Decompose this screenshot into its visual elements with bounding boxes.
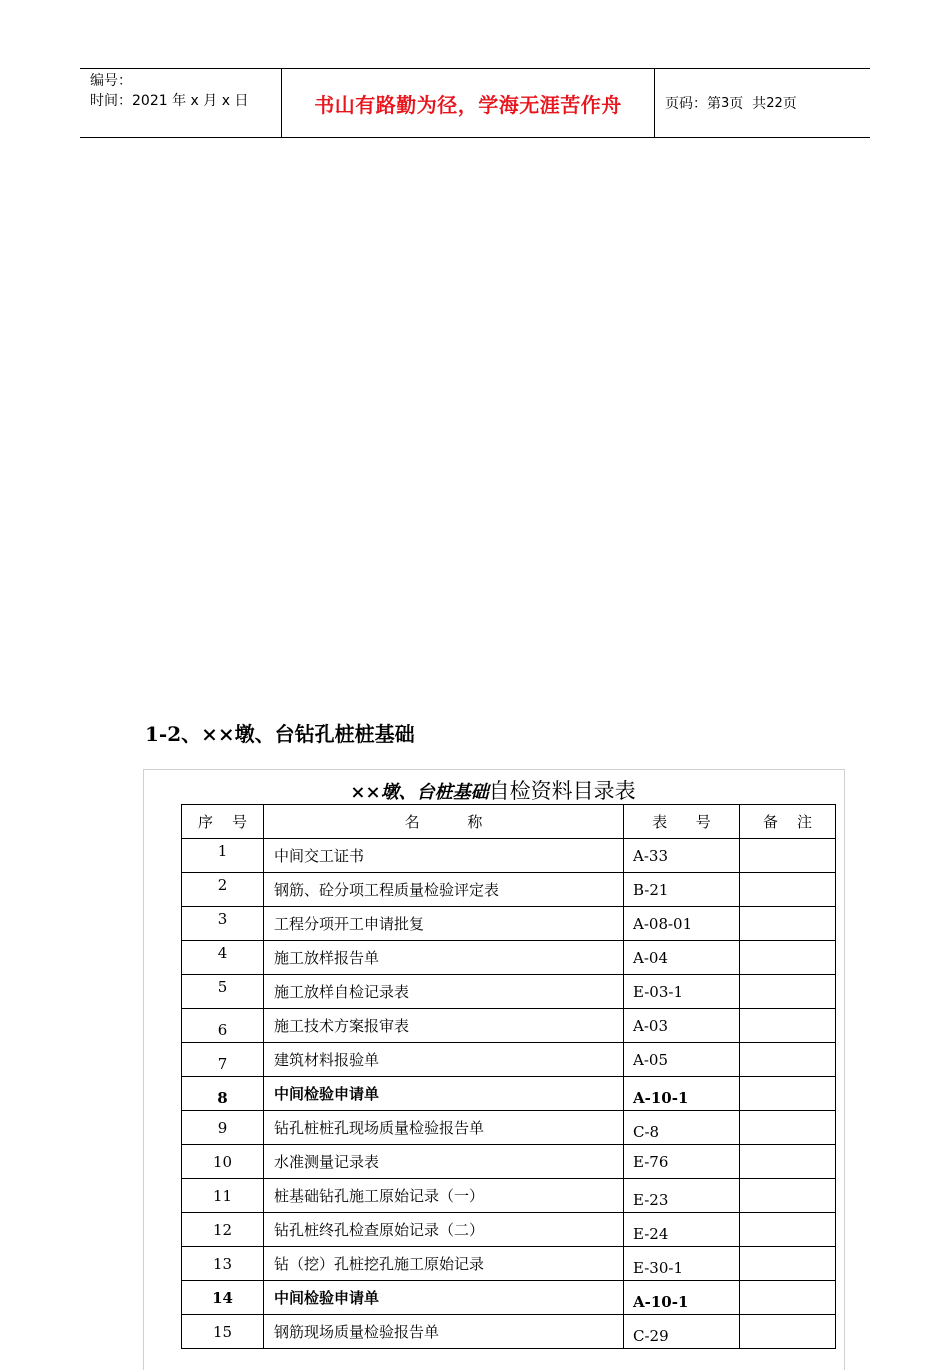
table-row	[182, 941, 836, 975]
row-code: E-24	[624, 1213, 740, 1247]
row-name: 中间检验申请单	[264, 1281, 624, 1315]
table-row	[182, 1315, 836, 1349]
row-note	[740, 1111, 836, 1145]
row-name: 施工放样报告单	[264, 941, 624, 975]
header-cell-code: 表 号	[624, 805, 740, 839]
row-note	[740, 1043, 836, 1077]
row-note	[740, 1213, 836, 1247]
row-code: E-30-1	[624, 1247, 740, 1281]
row-name: 钢筋、砼分项工程质量检验评定表	[264, 873, 624, 907]
table-row	[182, 1179, 836, 1213]
page-prefix: 页码：第	[665, 96, 721, 112]
row-number: 4	[182, 941, 264, 975]
table-row	[182, 1213, 836, 1247]
row-note	[740, 1315, 836, 1349]
row-number: 10	[182, 1145, 264, 1179]
row-name: 工程分项开工申请批复	[264, 907, 624, 941]
section-title: 1-2、××墩、台钻孔桩桩基础	[145, 722, 415, 746]
row-number: 13	[182, 1247, 264, 1281]
row-code: B-21	[624, 873, 740, 907]
table-row	[182, 1111, 836, 1145]
row-number: 15	[182, 1315, 264, 1349]
row-code: C-8	[624, 1111, 740, 1145]
page-header	[80, 68, 870, 138]
header-cell-name: 名 称	[264, 805, 624, 839]
row-name: 桩基础钻孔施工原始记录（一）	[264, 1179, 624, 1213]
table-title	[143, 775, 843, 805]
row-number: 1	[182, 839, 264, 873]
row-number: 11	[182, 1179, 264, 1213]
index-table	[181, 804, 836, 1349]
row-number: 5	[182, 975, 264, 1009]
row-number: 3	[182, 907, 264, 941]
table-row	[182, 1077, 836, 1111]
row-name: 施工技术方案报审表	[264, 1009, 624, 1043]
table-row	[182, 1145, 836, 1179]
table-row	[182, 907, 836, 941]
document-date: 时间：2021 年 x 月 x 日	[90, 93, 249, 109]
row-note	[740, 1179, 836, 1213]
row-code: E-23	[624, 1179, 740, 1213]
table-row	[182, 839, 836, 873]
row-number: 12	[182, 1213, 264, 1247]
table-row	[182, 1009, 836, 1043]
row-name: 钻孔桩桩孔现场质量检验报告单	[264, 1111, 624, 1145]
row-number: 6	[182, 1009, 264, 1043]
page-total: 22	[766, 95, 783, 111]
row-note	[740, 975, 836, 1009]
row-code: A-04	[624, 941, 740, 975]
row-name: 中间检验申请单	[264, 1077, 624, 1111]
row-code: A-10-1	[624, 1077, 740, 1111]
row-code: A-08-01	[624, 907, 740, 941]
row-code: A-10-1	[624, 1281, 740, 1315]
row-note	[740, 839, 836, 873]
row-code: E-03-1	[624, 975, 740, 1009]
row-name: 施工放样自检记录表	[264, 975, 624, 1009]
row-number: 8	[182, 1077, 264, 1111]
row-number: 9	[182, 1111, 264, 1145]
row-code: E-76	[624, 1145, 740, 1179]
row-note	[740, 1009, 836, 1043]
header-cell-no: 序 号	[182, 805, 264, 839]
page-counter	[665, 69, 797, 137]
row-number: 2	[182, 873, 264, 907]
table-row	[182, 1247, 836, 1281]
row-number: 14	[182, 1281, 264, 1315]
row-code: A-33	[624, 839, 740, 873]
table-header-row	[182, 805, 836, 839]
row-note	[740, 907, 836, 941]
row-name: 水准测量记录表	[264, 1145, 624, 1179]
row-note	[740, 941, 836, 975]
table-row	[182, 873, 836, 907]
header-cell-note: 备 注	[740, 805, 836, 839]
row-code: A-03	[624, 1009, 740, 1043]
table-title-rest: 自检资料目录表	[488, 779, 636, 803]
row-number: 7	[182, 1043, 264, 1077]
row-code: A-05	[624, 1043, 740, 1077]
row-note	[740, 1247, 836, 1281]
table-title-bold: ××墩、台桩基础	[350, 782, 489, 803]
document-number-label: 编号：	[90, 73, 132, 89]
row-name: 钢筋现场质量检验报告单	[264, 1315, 624, 1349]
header-meta	[90, 71, 280, 111]
header-divider	[654, 69, 655, 137]
row-note	[740, 873, 836, 907]
row-name: 钻（挖）孔桩挖孔施工原始记录	[264, 1247, 624, 1281]
row-name: 建筑材料报验单	[264, 1043, 624, 1077]
row-name: 中间交工证书	[264, 839, 624, 873]
header-motto: 书山有路勤为径，学海无涯苦作舟	[314, 92, 622, 117]
row-note	[740, 1077, 836, 1111]
row-name: 钻孔桩终孔检查原始记录（二）	[264, 1213, 624, 1247]
page-current: 3	[721, 95, 730, 111]
row-note	[740, 1145, 836, 1179]
row-note	[740, 1281, 836, 1315]
table-row	[182, 1043, 836, 1077]
page-suffix: 页	[782, 96, 797, 112]
row-code: C-29	[624, 1315, 740, 1349]
page-mid: 页 共	[729, 96, 767, 112]
table-row	[182, 975, 836, 1009]
table-row	[182, 1281, 836, 1315]
